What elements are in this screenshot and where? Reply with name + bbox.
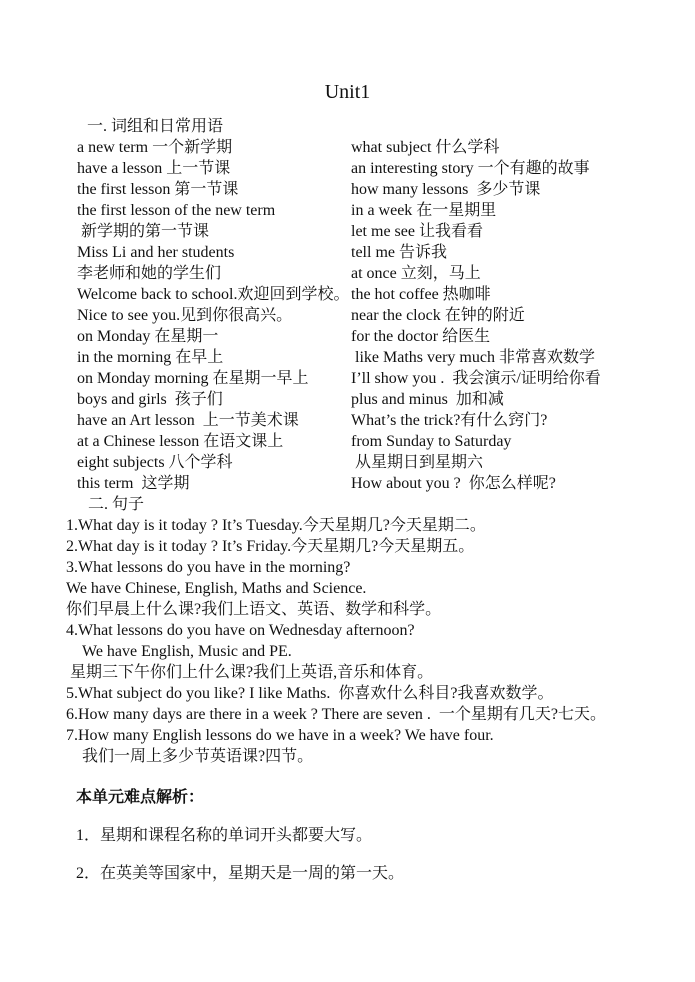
phrase-table — [77, 137, 685, 494]
section2-heading: 二. 句子 — [88, 496, 145, 513]
sentence-line: 3.What lessons do you have in the morning? — [66, 559, 351, 576]
phrase-left: Miss Li and her students — [77, 244, 235, 261]
phrase-left: have a lesson 上一节课 — [77, 160, 231, 177]
phrase-row — [77, 326, 685, 347]
phrase-row — [77, 305, 685, 326]
phrase-row — [77, 221, 685, 242]
phrase-right: like Maths very much 非常喜欢数学 — [351, 349, 595, 366]
analysis-heading: 本单元难点解析： — [76, 789, 205, 806]
phrase-left: 李老师和她的学生们 — [77, 265, 222, 282]
phrase-right: let me see 让我看看 — [351, 223, 483, 240]
phrase-left: Nice to see you.见到你很高兴。 — [77, 307, 293, 324]
phrase-row — [77, 200, 685, 221]
phrase-right: tell me 告诉我 — [351, 244, 447, 261]
phrase-right: an interesting story 一个有趣的故事 — [351, 160, 590, 177]
phrase-row — [77, 473, 685, 494]
phrase-right: how many lessons 多少节课 — [351, 181, 541, 198]
phrase-left: 新学期的第一节课 — [77, 223, 210, 240]
phrase-row — [77, 347, 685, 368]
phrase-right: what subject 什么学科 — [351, 139, 500, 156]
analysis-item: 1．星期和课程名称的单词开头都要大写。 — [76, 827, 373, 844]
phrase-row — [77, 137, 685, 158]
sentence-line: 2.What day is it today ? It’s Friday.今天星期几?今天星期五。 — [66, 538, 475, 555]
phrase-left: have an Art lesson 上一节美术课 — [77, 412, 299, 429]
phrase-right: I’ll show you . 我会演示/证明给你看 — [351, 370, 601, 387]
sentence-line: 7.How many English lessons do we have in a week? We have four. — [66, 727, 494, 744]
phrase-left: boys and girls 孩子们 — [77, 391, 223, 408]
phrase-right: near the clock 在钟的附近 — [351, 307, 525, 324]
phrase-left: at a Chinese lesson 在语文课上 — [77, 433, 284, 450]
section1-heading: 一. 词组和日常用语 — [87, 118, 224, 135]
phrase-left: the first lesson 第一节课 — [77, 181, 239, 198]
phrase-left: this term 这学期 — [77, 475, 190, 492]
sentence-line: 5.What subject do you like? I like Maths. 你喜欢什么科目?我喜欢数学。 — [66, 685, 554, 702]
phrase-row — [77, 410, 685, 431]
phrase-right: 从星期日到星期六 — [351, 454, 484, 471]
sentence-line: 6.How many days are there in a week ? There are seven . 一个星期有几天?七天。 — [66, 706, 606, 723]
phrase-left: a new term 一个新学期 — [77, 139, 233, 156]
phrase-row — [77, 452, 685, 473]
analysis-notes — [76, 808, 695, 884]
phrase-row — [77, 284, 685, 305]
phrase-left: on Monday morning 在星期一早上 — [77, 370, 309, 387]
phrase-right: in a week 在一星期里 — [351, 202, 497, 219]
phrase-right: the hot coffee 热咖啡 — [351, 286, 491, 303]
phrase-right: How about you ? 你怎么样呢? — [351, 475, 556, 492]
phrase-row — [77, 242, 685, 263]
phrase-right: at once 立刻，马上 — [351, 265, 481, 282]
phrase-row — [77, 431, 685, 452]
sentence-line: 你们早晨上什么课?我们上语文、英语、数学和科学。 — [66, 601, 442, 618]
phrase-left: Welcome back to school.欢迎回到学校。 — [77, 286, 350, 303]
phrase-row — [77, 179, 685, 200]
phrase-row — [77, 158, 685, 179]
sentence-line: 我们一周上多少节英语课?四节。 — [66, 748, 314, 765]
sentence-line: 4.What lessons do you have on Wednesday afternoon? — [66, 622, 415, 639]
phrase-row — [77, 368, 685, 389]
sentence-list — [66, 515, 685, 767]
phrase-right: from Sunday to Saturday — [351, 433, 512, 450]
sentence-line: 1.What day is it today ? It’s Tuesday.今天星期几?今天星期二。 — [66, 517, 486, 534]
sentence-line: We have English, Music and PE. — [66, 643, 292, 660]
sentence-line: We have Chinese, English, Maths and Science. — [66, 580, 367, 597]
phrase-right: What’s the trick?有什么窍门? — [351, 412, 548, 429]
phrase-right: for the doctor 给医生 — [351, 328, 491, 345]
phrase-row — [77, 389, 685, 410]
phrase-row — [77, 263, 685, 284]
phrase-left: on Monday 在星期一 — [77, 328, 219, 345]
analysis-item: 2．在英美等国家中，星期天是一周的第一天。 — [76, 865, 405, 882]
phrase-right: plus and minus 加和减 — [351, 391, 504, 408]
page-title: Unit1 — [324, 81, 371, 103]
phrase-left: eight subjects 八个学科 — [77, 454, 233, 471]
phrase-left: in the morning 在早上 — [77, 349, 224, 366]
sentence-line: 星期三下午你们上什么课?我们上英语,音乐和体育。 — [66, 664, 434, 681]
phrase-left: the first lesson of the new term — [77, 202, 276, 219]
